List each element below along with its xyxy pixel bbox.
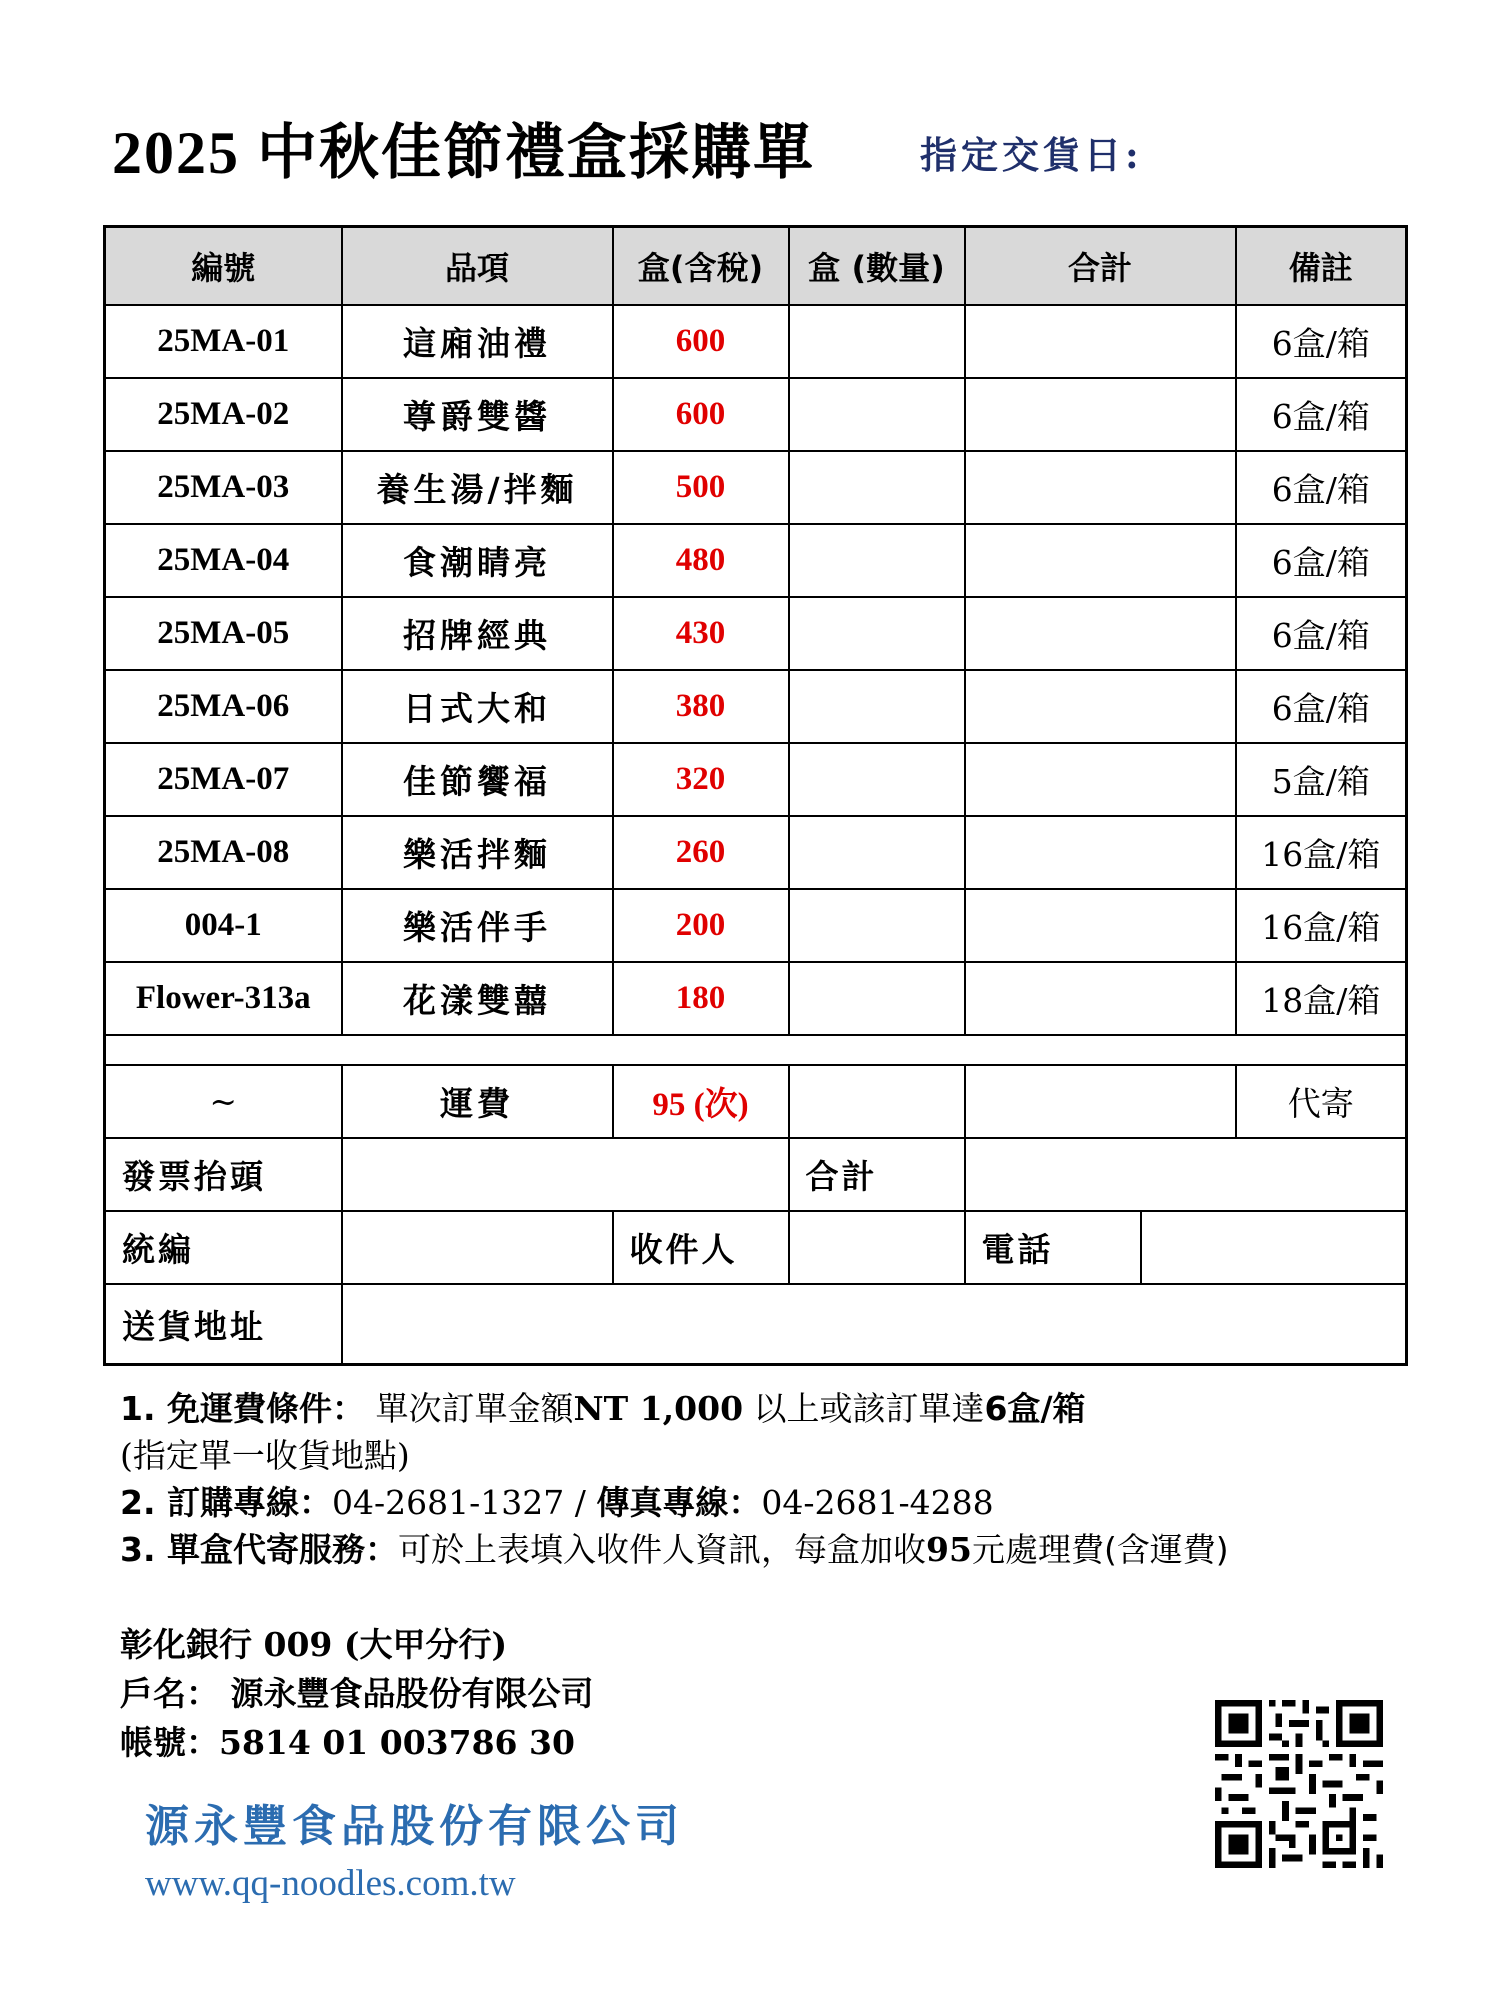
total-cell[interactable] bbox=[965, 451, 1236, 524]
note-2-label: 2. 訂購專線： bbox=[120, 1483, 332, 1522]
item-code: Flower-313a bbox=[105, 962, 342, 1035]
account-name: 戶名： 源永豐食品股份有限公司 bbox=[120, 1674, 594, 1713]
order-phone: 04-2681-1327 bbox=[332, 1483, 565, 1522]
item-price: 180 bbox=[613, 962, 789, 1035]
item-name: 養生湯/拌麵 bbox=[342, 451, 613, 524]
item-price: 320 bbox=[613, 743, 789, 816]
item-code: 25MA-04 bbox=[105, 524, 342, 597]
item-name: 樂活拌麵 bbox=[342, 816, 613, 889]
qty-cell[interactable] bbox=[789, 524, 965, 597]
col-header-price: 盒(含稅) bbox=[613, 227, 789, 306]
shipping-price: 95 (次) bbox=[613, 1065, 789, 1138]
col-header-code: 編號 bbox=[105, 227, 342, 306]
item-note: 16盒/箱 bbox=[1236, 816, 1407, 889]
note-3-text-a: 可於上表填入收件人資訊，每盒加收 bbox=[398, 1530, 926, 1569]
item-price: 600 bbox=[613, 305, 789, 378]
shipping-qty-cell[interactable] bbox=[789, 1065, 965, 1138]
company-footer bbox=[145, 1790, 684, 1905]
qr-code-icon bbox=[1215, 1700, 1383, 1868]
total-cell[interactable] bbox=[965, 305, 1236, 378]
item-note: 6盒/箱 bbox=[1236, 670, 1407, 743]
title-row bbox=[112, 105, 1412, 195]
item-note: 18盒/箱 bbox=[1236, 962, 1407, 1035]
item-note: 16盒/箱 bbox=[1236, 889, 1407, 962]
note-single-box-service bbox=[120, 1526, 1410, 1573]
invoice-title-field[interactable] bbox=[342, 1138, 789, 1211]
note-1-text-a: 單次訂單金額 bbox=[365, 1389, 574, 1428]
qty-cell[interactable] bbox=[789, 743, 965, 816]
note-3-label: 3. 單盒代寄服務： bbox=[120, 1530, 398, 1569]
page-title: 2025 中秋佳節禮盒採購單 bbox=[112, 120, 815, 186]
fax-number: 04-2681-4288 bbox=[761, 1483, 994, 1522]
qty-cell[interactable] bbox=[789, 451, 965, 524]
total-cell[interactable] bbox=[965, 378, 1236, 451]
company-name: 源永豐食品股份有限公司 bbox=[145, 1801, 684, 1852]
tax-id-label: 統編 bbox=[105, 1211, 342, 1284]
note-1-amount: NT 1,000 bbox=[573, 1389, 744, 1428]
address-field[interactable] bbox=[342, 1284, 1407, 1365]
phone-field[interactable] bbox=[1141, 1211, 1407, 1284]
item-price: 600 bbox=[613, 378, 789, 451]
item-name: 招牌經典 bbox=[342, 597, 613, 670]
qty-cell[interactable] bbox=[789, 962, 965, 1035]
spacer-row bbox=[105, 1035, 1407, 1065]
total-cell[interactable] bbox=[965, 889, 1236, 962]
account-number: 帳號：5814 01 003786 30 bbox=[120, 1723, 575, 1762]
item-price: 480 bbox=[613, 524, 789, 597]
total-cell[interactable] bbox=[965, 962, 1236, 1035]
table-row bbox=[105, 962, 1407, 1035]
table-row bbox=[105, 597, 1407, 670]
item-name: 樂活伴手 bbox=[342, 889, 613, 962]
notes-section bbox=[120, 1385, 1410, 1573]
shipping-row bbox=[105, 1065, 1407, 1138]
item-name: 日式大和 bbox=[342, 670, 613, 743]
item-price: 430 bbox=[613, 597, 789, 670]
item-name: 這廂油禮 bbox=[342, 305, 613, 378]
item-code: 004-1 bbox=[105, 889, 342, 962]
item-note: 6盒/箱 bbox=[1236, 524, 1407, 597]
item-name: 食潮睛亮 bbox=[342, 524, 613, 597]
table-row bbox=[105, 816, 1407, 889]
item-code: 25MA-07 bbox=[105, 743, 342, 816]
shipping-note: 代寄 bbox=[1236, 1065, 1407, 1138]
company-url[interactable]: www.qq-noodles.com.tw bbox=[145, 1863, 516, 1904]
qty-cell[interactable] bbox=[789, 305, 965, 378]
note-3-text-c: 元處理費(含運費) bbox=[971, 1530, 1229, 1569]
total-cell[interactable] bbox=[965, 743, 1236, 816]
total-cell[interactable] bbox=[965, 597, 1236, 670]
qty-cell[interactable] bbox=[789, 816, 965, 889]
note-1-line2: (指定單一收貨地點) bbox=[120, 1436, 410, 1475]
grand-total-field[interactable] bbox=[965, 1138, 1407, 1211]
fax-label: 傳真專線： bbox=[596, 1483, 762, 1522]
table-row bbox=[105, 524, 1407, 597]
item-note: 6盒/箱 bbox=[1236, 451, 1407, 524]
item-note: 5盒/箱 bbox=[1236, 743, 1407, 816]
qty-cell[interactable] bbox=[789, 597, 965, 670]
shipping-code: ~ bbox=[105, 1065, 342, 1138]
table-row bbox=[105, 889, 1407, 962]
table-row bbox=[105, 670, 1407, 743]
phone-label: 電話 bbox=[965, 1211, 1141, 1284]
bank-name: 彰化銀行 009 (大甲分行) bbox=[120, 1625, 508, 1664]
tax-id-field[interactable] bbox=[342, 1211, 613, 1284]
item-code: 25MA-08 bbox=[105, 816, 342, 889]
qty-cell[interactable] bbox=[789, 889, 965, 962]
qty-cell[interactable] bbox=[789, 670, 965, 743]
item-code: 25MA-06 bbox=[105, 670, 342, 743]
item-name: 尊爵雙醬 bbox=[342, 378, 613, 451]
address-label: 送貨地址 bbox=[105, 1284, 342, 1365]
delivery-date-label: 指定交貨日: bbox=[920, 133, 1143, 177]
item-code: 25MA-05 bbox=[105, 597, 342, 670]
note-1-text-c: 以上或該訂單達 bbox=[743, 1389, 985, 1428]
shipping-name: 運費 bbox=[342, 1065, 613, 1138]
item-price: 200 bbox=[613, 889, 789, 962]
recipient-label: 收件人 bbox=[613, 1211, 789, 1284]
col-header-note: 備註 bbox=[1236, 227, 1407, 306]
recipient-field[interactable] bbox=[789, 1211, 965, 1284]
table-header-row bbox=[105, 227, 1407, 306]
order-table bbox=[103, 225, 1408, 1366]
item-code: 25MA-03 bbox=[105, 451, 342, 524]
note-2-sep: / bbox=[564, 1483, 597, 1522]
item-name: 花漾雙囍 bbox=[342, 962, 613, 1035]
item-note: 6盒/箱 bbox=[1236, 597, 1407, 670]
invoice-title-label: 發票抬頭 bbox=[105, 1138, 342, 1211]
bank-info bbox=[120, 1620, 594, 1767]
note-1-label: 1. 免運費條件： bbox=[120, 1389, 365, 1428]
shipping-total-cell[interactable] bbox=[965, 1065, 1236, 1138]
qty-cell[interactable] bbox=[789, 378, 965, 451]
col-header-total: 合計 bbox=[965, 227, 1236, 306]
note-free-shipping bbox=[120, 1385, 1410, 1432]
item-price: 500 bbox=[613, 451, 789, 524]
table-row bbox=[105, 451, 1407, 524]
item-note: 6盒/箱 bbox=[1236, 378, 1407, 451]
total-cell[interactable] bbox=[965, 816, 1236, 889]
col-header-item: 品項 bbox=[342, 227, 613, 306]
item-note: 6盒/箱 bbox=[1236, 305, 1407, 378]
col-header-qty: 盒 (數量) bbox=[789, 227, 965, 306]
note-1-boxes: 6盒/箱 bbox=[984, 1389, 1086, 1428]
note-3-fee: 95 bbox=[926, 1530, 972, 1569]
table-row bbox=[105, 305, 1407, 378]
item-price: 260 bbox=[613, 816, 789, 889]
item-price: 380 bbox=[613, 670, 789, 743]
item-code: 25MA-01 bbox=[105, 305, 342, 378]
item-name: 佳節饗福 bbox=[342, 743, 613, 816]
table-row bbox=[105, 743, 1407, 816]
note-order-line bbox=[120, 1479, 1410, 1526]
invoice-row bbox=[105, 1138, 1407, 1211]
table-row bbox=[105, 378, 1407, 451]
item-code: 25MA-02 bbox=[105, 378, 342, 451]
total-cell[interactable] bbox=[965, 670, 1236, 743]
grand-total-label: 合計 bbox=[789, 1138, 965, 1211]
address-row bbox=[105, 1284, 1407, 1365]
recipient-row bbox=[105, 1211, 1407, 1284]
total-cell[interactable] bbox=[965, 524, 1236, 597]
